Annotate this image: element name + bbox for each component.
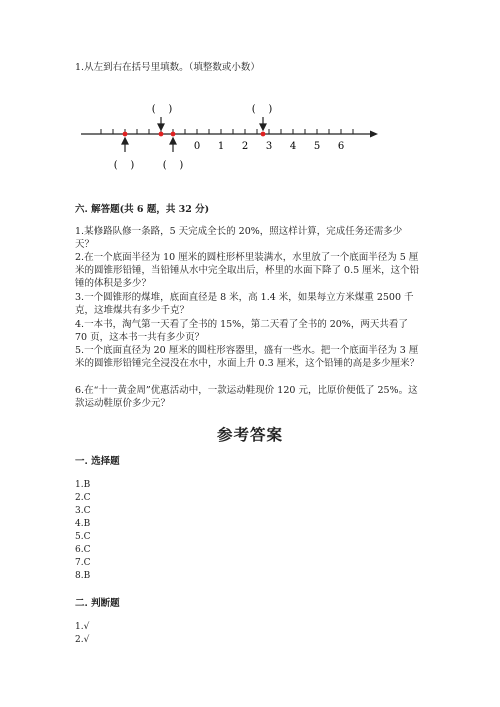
- judge-heading: 二. 判断题: [75, 598, 120, 609]
- question-1: 1.某修路队修一条路，5 天完成全长的 20%，照这样计算，完成任务还需多少天？: [75, 226, 403, 250]
- choice-answer: 7.C: [75, 558, 91, 568]
- judge-answer: 1.√: [75, 622, 90, 632]
- marked-point: [123, 132, 128, 137]
- marked-point: [171, 132, 176, 137]
- tick-label: 0: [193, 141, 201, 152]
- tick-label: 1: [217, 141, 225, 152]
- tick-label: 5: [313, 141, 321, 152]
- choice-answer: 1.B: [75, 480, 91, 490]
- choice-answer: 3.C: [75, 506, 91, 516]
- answers-title: 参考答案: [216, 425, 283, 444]
- choice-answer: 4.B: [75, 519, 91, 529]
- choice-answer: 5.C: [75, 532, 91, 542]
- arrowhead-icon: [170, 138, 176, 144]
- arrowhead-icon: [260, 124, 266, 130]
- tick-label: 4: [289, 141, 297, 152]
- arrowhead-icon: [122, 138, 128, 144]
- arrowhead-icon: [158, 124, 164, 130]
- choice-answer: 2.C: [75, 493, 91, 503]
- choice-answer: 8.B: [75, 571, 91, 581]
- question-2: 2.在一个底面半径为 10 厘米的圆柱形杯里装满水，水里放了一个底面半径为 5 厘米的圆锥形铅锤，当铅锤从水中完全取出后，杯里的水面下降了 0.5 厘米，这个铅锤的体积是多少？: [75, 252, 420, 289]
- question-4: 4.一本书，淘气第一天看了全书的 15%，第二天看了全书的 20%，两天共看了 70 页，这本书一共有多少页？: [75, 319, 408, 343]
- tick-label: 3: [265, 141, 273, 152]
- section6-heading: 六. 解答题(共 6 题，共 32 分): [75, 204, 210, 215]
- question-6: 6.在“十一黄金周”优惠活动中，一款运动鞋现价 120 元，比原价便低了 25%。这款运动鞋原价多少元？: [75, 385, 418, 409]
- answer-bracket-below-2: ( ): [162, 160, 184, 171]
- answer-bracket-above-2: ( ): [251, 104, 273, 115]
- choice-heading: 一. 选择题: [75, 456, 120, 467]
- answer-bracket-below-1: ( ): [113, 160, 135, 171]
- judge-answer: 2.√: [75, 635, 90, 645]
- marked-point: [261, 132, 266, 137]
- question-5: 5.一个底面直径为 20 厘米的圆柱形容器里，盛有一些水。把一个底面半径为 3 厘米的圆锥形铅锤完全浸没在水中，水面上升 0.3 厘米，这个铅锤的高是多少厘米？: [75, 345, 420, 369]
- question-3: 3.一个圆锥形的煤堆，底面直径是 8 米，高 1.4 米，如果每立方米煤重 2500 千克，这堆煤共有多少千克？: [75, 292, 414, 316]
- axis-arrowhead: [370, 131, 378, 138]
- intro-question: 1.从左到右在括号里填数。（填整数或小数）: [75, 62, 260, 73]
- answer-bracket-above-1: ( ): [151, 104, 173, 115]
- marked-point: [159, 132, 164, 137]
- choice-answer: 6.C: [75, 545, 91, 555]
- tick-label: 6: [337, 141, 345, 152]
- tick-label: 2: [241, 141, 249, 152]
- number-line-figure: [0, 0, 500, 180]
